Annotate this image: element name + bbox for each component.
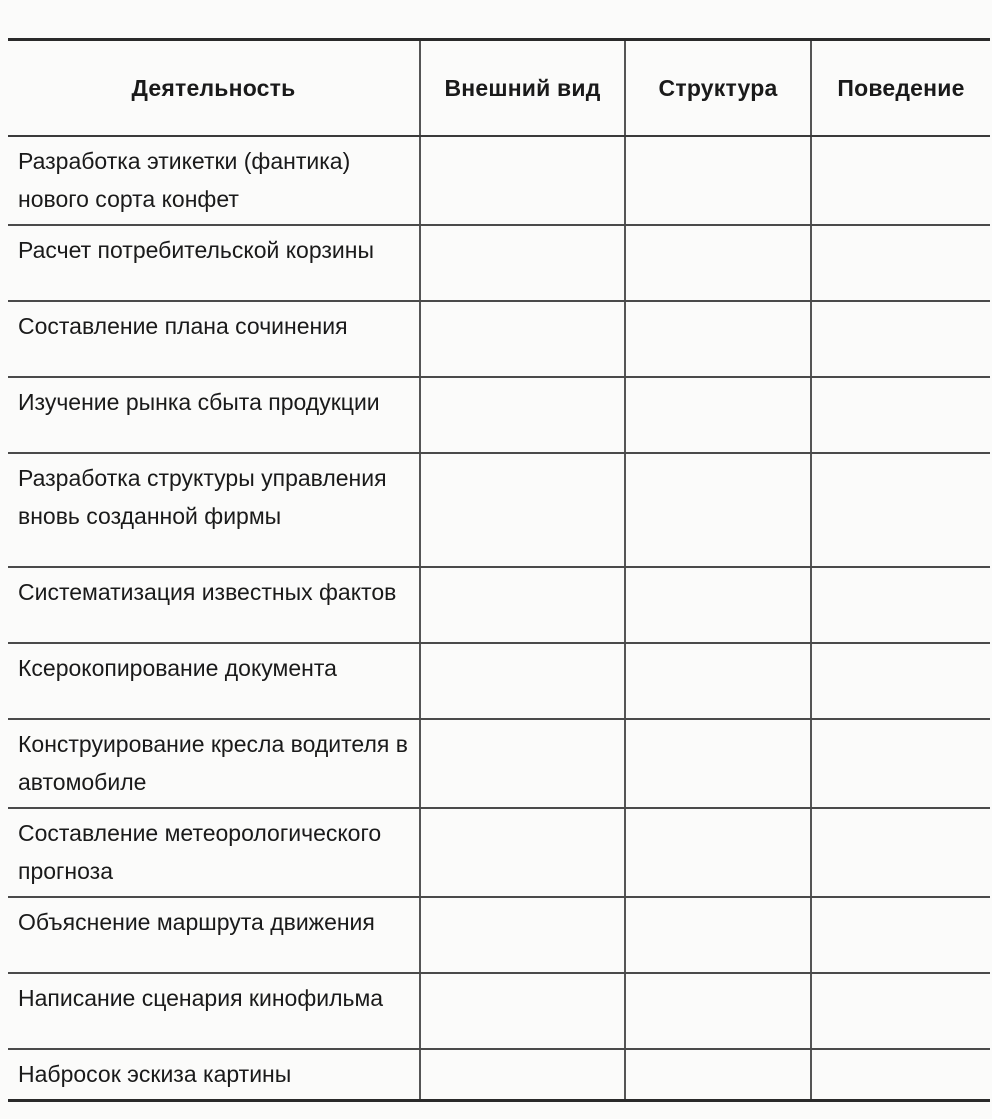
behavior-cell: [811, 643, 990, 719]
table-row: [8, 136, 990, 225]
behavior-cell: [811, 453, 990, 567]
table-row: [8, 1049, 990, 1101]
activity-cell: Составление метеорологического прогноза: [8, 808, 420, 897]
activity-cell: Изучение рынка сбыта продукции: [8, 377, 420, 453]
header-structure: Структура: [625, 40, 811, 137]
activity-table: [8, 38, 990, 1102]
activity-cell: Составление плана сочинения: [8, 301, 420, 377]
behavior-cell: [811, 136, 990, 225]
structure-cell: [625, 719, 811, 808]
activity-cell: Конструирование кресла водителя в автомобиле: [8, 719, 420, 808]
appearance-cell: [420, 973, 625, 1049]
appearance-cell: [420, 301, 625, 377]
table-row: [8, 643, 990, 719]
behavior-cell: [811, 567, 990, 643]
appearance-cell: [420, 453, 625, 567]
appearance-cell: [420, 808, 625, 897]
structure-cell: [625, 136, 811, 225]
behavior-cell: [811, 719, 990, 808]
table-header-row: [8, 40, 990, 137]
appearance-cell: [420, 1049, 625, 1101]
structure-cell: [625, 1049, 811, 1101]
table-row: [8, 301, 990, 377]
table-row: [8, 453, 990, 567]
activity-cell: Систематизация известных фактов: [8, 567, 420, 643]
activity-cell: Расчет потребительской корзины: [8, 225, 420, 301]
table-row: [8, 225, 990, 301]
appearance-cell: [420, 567, 625, 643]
structure-cell: [625, 567, 811, 643]
activity-cell: Разработка структуры управления вновь созданной фирмы: [8, 453, 420, 567]
header-behavior: Поведение: [811, 40, 990, 137]
header-activity: Деятельность: [8, 40, 420, 137]
appearance-cell: [420, 643, 625, 719]
table-row: [8, 897, 990, 973]
appearance-cell: [420, 719, 625, 808]
structure-cell: [625, 897, 811, 973]
behavior-cell: [811, 377, 990, 453]
structure-cell: [625, 453, 811, 567]
behavior-cell: [811, 808, 990, 897]
activity-cell: Ксерокопирование документа: [8, 643, 420, 719]
behavior-cell: [811, 225, 990, 301]
activity-cell: Написание сценария кинофильма: [8, 973, 420, 1049]
activity-cell: Объяснение маршрута движения: [8, 897, 420, 973]
structure-cell: [625, 301, 811, 377]
structure-cell: [625, 808, 811, 897]
behavior-cell: [811, 1049, 990, 1101]
table-row: [8, 808, 990, 897]
structure-cell: [625, 225, 811, 301]
appearance-cell: [420, 225, 625, 301]
behavior-cell: [811, 973, 990, 1049]
header-appearance: Внешний вид: [420, 40, 625, 137]
activity-cell: Разработка этикетки (фантика) нового сорта конфет: [8, 136, 420, 225]
table-row: [8, 377, 990, 453]
behavior-cell: [811, 301, 990, 377]
table-row: [8, 567, 990, 643]
table-row: [8, 973, 990, 1049]
structure-cell: [625, 973, 811, 1049]
activity-cell: Набросок эскиза картины: [8, 1049, 420, 1101]
appearance-cell: [420, 136, 625, 225]
structure-cell: [625, 377, 811, 453]
table-row: [8, 719, 990, 808]
structure-cell: [625, 643, 811, 719]
behavior-cell: [811, 897, 990, 973]
appearance-cell: [420, 377, 625, 453]
appearance-cell: [420, 897, 625, 973]
